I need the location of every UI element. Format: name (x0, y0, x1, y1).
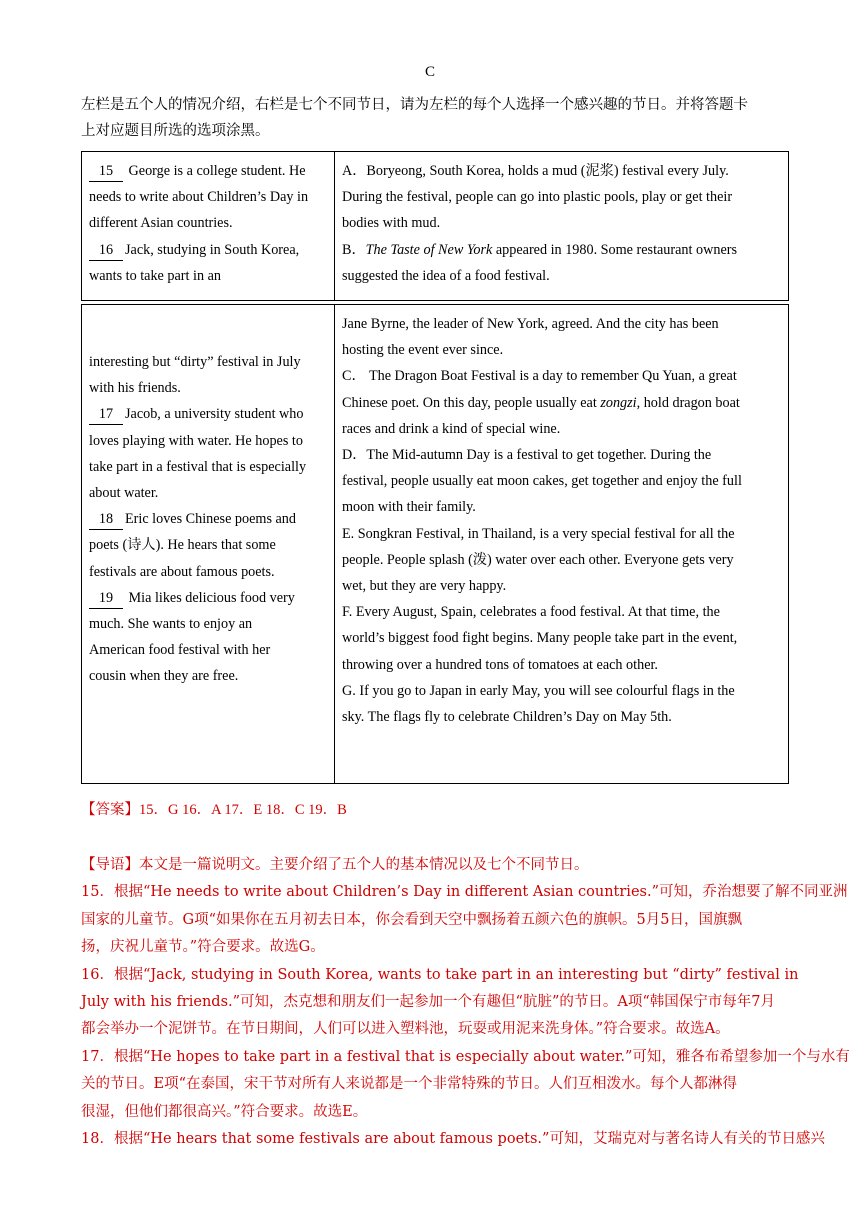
festival-text-line: wet, but they are very happy. (342, 578, 507, 595)
festival-text-line: Chinese poet. On this day, people usually eat zongzi, hold dragon boat (342, 394, 740, 411)
festival-f-line: F. Every August, Spain, celebrates a food festival. At that time, the (342, 604, 720, 621)
person-16-line (89, 237, 327, 263)
person-text-line: poets (诗人). He hears that some (89, 537, 276, 554)
festival-text-line: suggested the idea of a food festival. (342, 267, 550, 284)
answer-label: 【答案】 (81, 802, 139, 818)
person-18-line (89, 506, 327, 532)
people-column (82, 305, 335, 784)
festival-text-line: throwing over a hundred tons of tomatoes at each other. (342, 656, 658, 673)
answer-key (81, 798, 781, 822)
festival-a-line: A．Boryeong, South Korea, holds a mud (泥浆) festival every July. (342, 163, 729, 179)
analysis-line: 都会举办一个泥饼节。在节日期间，人们可以进入塑料池，玩耍或用泥来洗身体。”符合要求。故选A。 (81, 1021, 730, 1038)
person-text-line: much. She wants to enjoy an (89, 616, 253, 633)
festival-text-line: During the festival, people can go into plastic pools, play or get their (342, 189, 733, 206)
person-17-text: Jacob, a university student who (125, 406, 304, 423)
person-text-line: needs to write about Children’s Day in (89, 189, 309, 206)
festival-text-line: festival, people usually eat moon cakes, get together and enjoy the full (342, 473, 742, 490)
person-text-line: cousin when they are free. (89, 668, 239, 685)
person-19-line (89, 585, 327, 611)
analysis-section (81, 852, 850, 1153)
festival-text-line: sky. The flags fly to celebrate Children’s Day on May 5th. (342, 709, 672, 726)
analysis-line: 扬，庆祝儿童节。”符合要求。故选G。 (81, 939, 325, 956)
analysis-line: 16．根据“Jack, studying in South Korea, wants to take part in an interesting but “dirty” festival in (81, 966, 799, 983)
analysis-line: 15．根据“He needs to write about Children’s Day in different Asian countries.”可知，乔治想要了解不同亚洲 (81, 884, 848, 901)
person-15-line (89, 158, 327, 184)
zongzi-word: zongzi (600, 394, 637, 411)
question-blank-19: 19 (89, 588, 123, 609)
festivals-column (335, 152, 789, 301)
festival-b-line (342, 237, 781, 263)
section-label: C (424, 64, 435, 80)
festival-text-line: people. People splash (泼) water over each other. Everyone gets very (342, 551, 734, 568)
person-text-line: different Asian countries. (89, 215, 233, 232)
person-text-line: American food festival with her (89, 642, 271, 659)
person-17-line (89, 401, 327, 427)
festival-d-line: D．The Mid-autumn Day is a festival to get together. During the (342, 447, 712, 464)
person-15-text: George is a college student. He (125, 163, 306, 179)
festival-b-text: appeared in 1980. Some restaurant owners (492, 241, 737, 258)
festival-c-line: C． The Dragon Boat Festival is a day to remember Qu Yuan, a great (342, 368, 737, 385)
analysis-line: 17．根据“He hopes to take part in a festival that is especially about water.”可知，雅各布希望参加一个与水有 (81, 1048, 850, 1065)
festival-text-line: hosting the event ever since. (342, 342, 504, 359)
instruction-line: 上对应题目所选的选项涂黑。 (81, 123, 270, 139)
person-text-line: wants to take part in an (89, 267, 221, 284)
question-blank-18: 18 (89, 509, 123, 530)
analysis-line: 很湿，但他们都很高兴。”符合要求。故选E。 (81, 1103, 368, 1120)
question-blank-15: 15 (89, 161, 123, 182)
instructions (81, 92, 781, 144)
book-title: The Taste of New York (365, 241, 493, 258)
festival-text-line: races and drink a kind of special wine. (342, 420, 561, 437)
analysis-line: 18．根据“He hears that some festivals are about famous poets.”可知，艾瑞克对与著名诗人有关的节日感兴 (81, 1131, 825, 1148)
analysis-line: 国家的儿童节。G项“如果你在五月初去日本，你会看到天空中飘扬着五颜六色的旗帜。5月5日，国旗飘 (81, 911, 742, 928)
instruction-line: 左栏是五个人的情况介绍，右栏是七个不同节日，请为左栏的每个人选择一个感兴趣的节日。并将答题卡 (81, 97, 748, 113)
matching-table-part-2 (81, 304, 789, 784)
answer-text: 15．G 16．A 17．E 18．C 19．B (139, 802, 347, 818)
analysis-intro: 【导语】本文是一篇说明文。主要介绍了五个人的基本情况以及七个不同节日。 (81, 857, 589, 873)
festival-e-line: E. Songkran Festival, in Thailand, is a very special festival for all the (342, 525, 735, 542)
person-text-line: about water. (89, 485, 159, 502)
option-b-marker: B． (342, 241, 366, 258)
person-16-text: Jack, studying in South Korea, (125, 241, 300, 258)
matching-table-part-1 (81, 151, 789, 301)
person-18-text: Eric loves Chinese poems and (125, 511, 296, 528)
festivals-column (335, 305, 789, 784)
person-text-line: with his friends. (89, 380, 181, 397)
person-text-line: loves playing with water. He hopes to (89, 432, 303, 449)
people-column (82, 152, 335, 301)
person-19-text: Mia likes delicious food very (125, 589, 295, 606)
festival-text-line: moon with their family. (342, 499, 476, 516)
question-blank-17: 17 (89, 404, 123, 425)
person-text-line: take part in a festival that is especially (89, 458, 307, 475)
festival-g-line: G. If you go to Japan in early May, you will see colourful flags in the (342, 682, 735, 699)
festival-text-line: world’s biggest food fight begins. Many people take part in the event, (342, 630, 738, 647)
festival-text-line: bodies with mud. (342, 215, 441, 232)
festival-text-line: Jane Byrne, the leader of New York, agreed. And the city has been (342, 316, 719, 332)
analysis-line: 关的节日。E项“在泰国，宋干节对所有人来说都是一个非常特殊的节日。人们互相泼水。每个人都淋得 (81, 1076, 737, 1093)
question-blank-16: 16 (89, 240, 123, 261)
person-text-line: festivals are about famous poets. (89, 563, 275, 580)
person-text-line: interesting but “dirty” festival in July (89, 354, 301, 370)
analysis-line: July with his friends.”可知，杰克想和朋友们一起参加一个有趣但“肮脏”的节日。A项“韩国保宁市每年7月 (81, 994, 775, 1011)
